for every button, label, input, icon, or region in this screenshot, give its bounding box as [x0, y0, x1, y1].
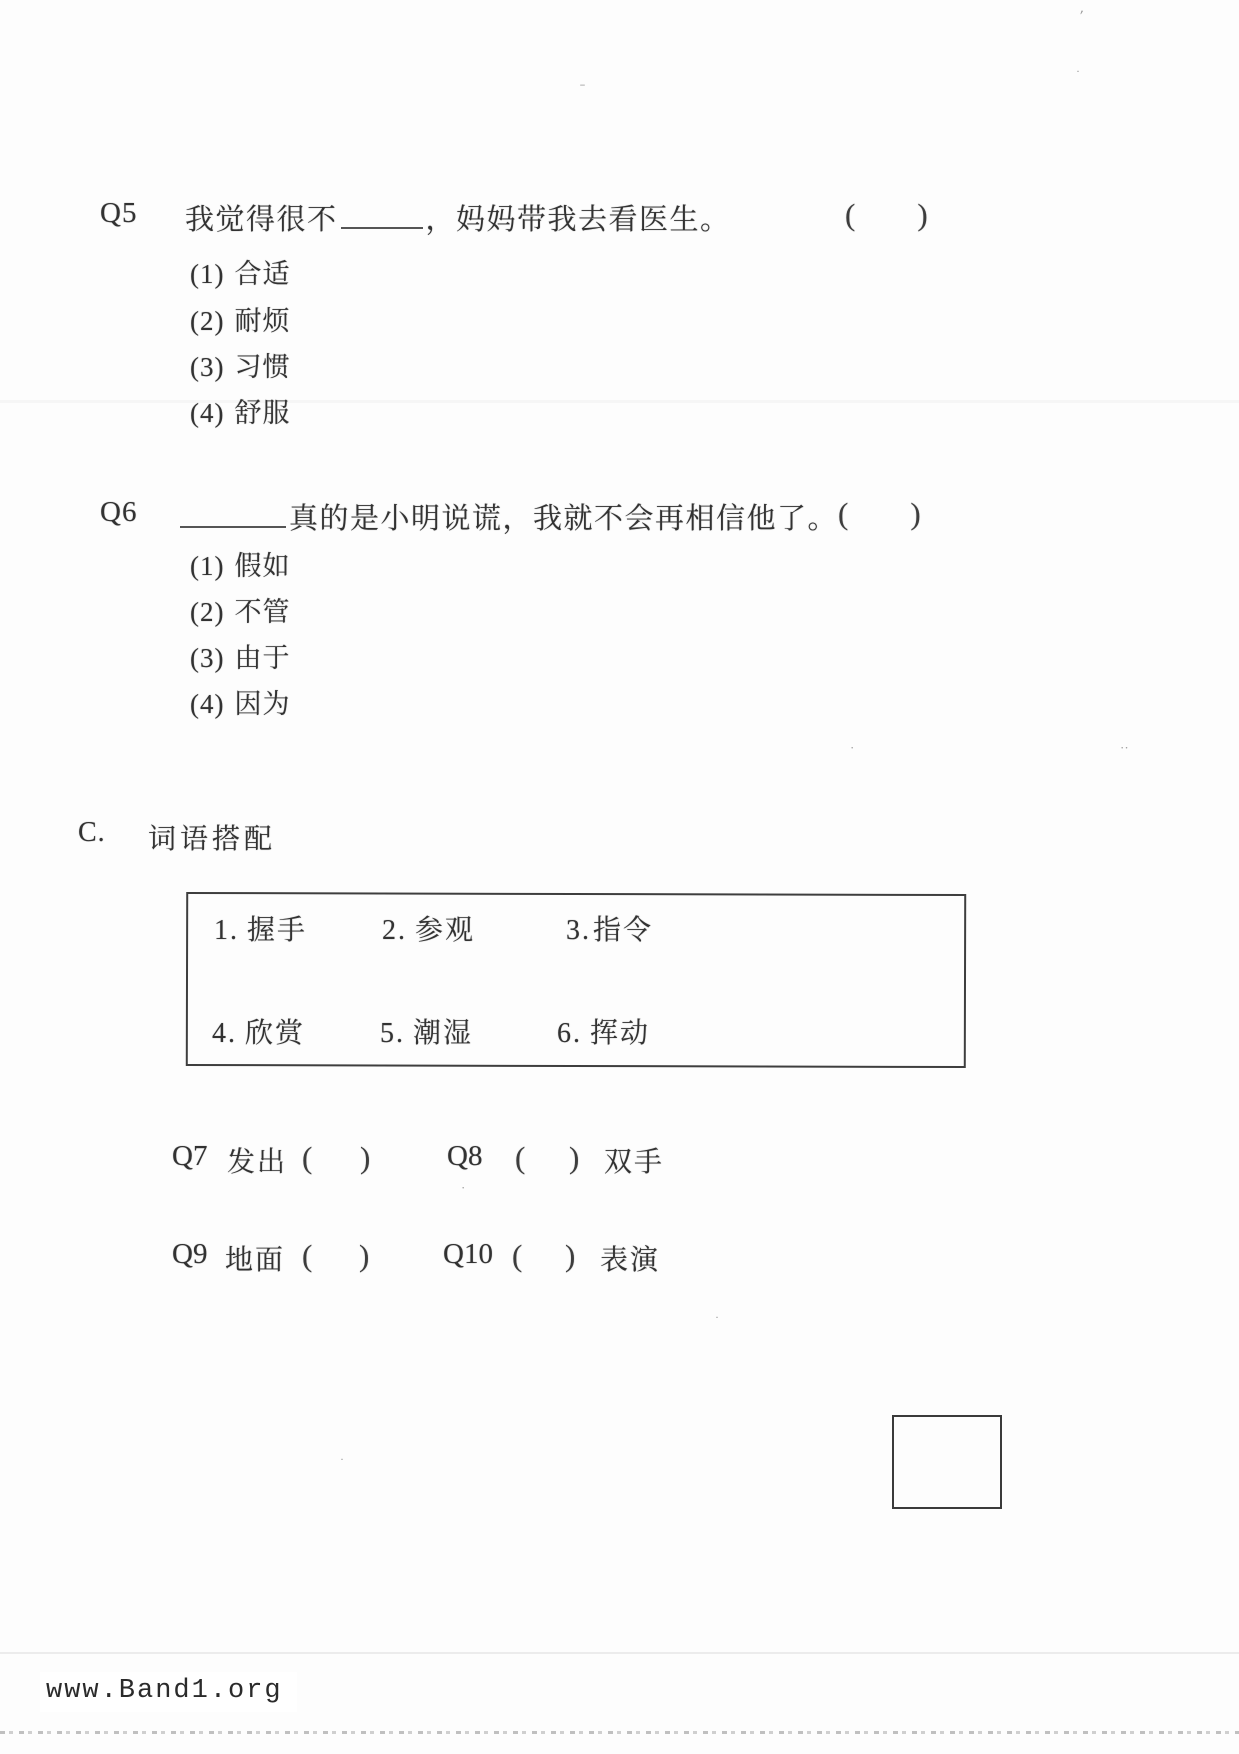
sentence-post: 真的是小明说谎，我就不会再相信他了。	[289, 503, 839, 535]
option-2	[190, 590, 290, 629]
word-bank-item-4	[212, 1011, 305, 1051]
option-4	[190, 391, 290, 430]
option-text: 由于	[234, 643, 291, 673]
sentence-pre: 我觉得很不	[185, 204, 338, 236]
scan-speck: ·	[715, 1310, 719, 1324]
option-number: (4)	[190, 689, 225, 719]
option-number: (1)	[190, 551, 225, 581]
question-number: Q8	[447, 1140, 483, 1172]
word-number: 1.	[214, 915, 239, 946]
close-paren: )	[569, 1140, 580, 1175]
option-number: (3)	[190, 643, 225, 673]
section-title: 词语搭配	[148, 824, 277, 855]
scan-speck: ʹ	[1077, 7, 1085, 26]
scan-fold-line	[0, 1652, 1239, 1654]
option-text: 舒服	[234, 398, 291, 428]
word-text: 握手	[247, 915, 308, 946]
scan-streak	[0, 400, 1239, 403]
word-number: 3.	[566, 915, 591, 946]
scan-speck: ··	[1120, 740, 1129, 755]
close-paren: )	[917, 197, 928, 232]
fill-in-blank	[341, 198, 423, 229]
open-paren: (	[302, 1140, 313, 1175]
scan-speck: ·	[340, 1452, 344, 1466]
word-text: 挥动	[590, 1018, 651, 1049]
option-4	[190, 682, 290, 721]
option-number: (2)	[190, 306, 225, 336]
word-text: 参观	[415, 915, 476, 946]
close-paren: )	[359, 1238, 370, 1273]
score-box	[892, 1415, 1002, 1509]
scan-speck: ·	[461, 1180, 466, 1195]
word-number: 2.	[382, 915, 407, 946]
open-paren: (	[515, 1140, 526, 1175]
option-text: 合适	[234, 259, 291, 289]
question-q6-row	[0, 496, 1239, 536]
match-word: 发出	[227, 1147, 288, 1178]
match-word: 表演	[600, 1245, 661, 1276]
option-text: 假如	[234, 551, 291, 581]
question-number: Q5	[100, 197, 138, 229]
option-number: (4)	[190, 398, 225, 428]
sentence-post: ，妈妈带我去看医生。	[425, 204, 731, 236]
word-text: 欣赏	[245, 1018, 306, 1049]
close-paren: )	[910, 496, 921, 531]
option-text: 耐烦	[234, 306, 291, 336]
scan-speck: ·	[1076, 64, 1080, 78]
question-sentence	[185, 197, 731, 238]
answer-brackets	[838, 496, 921, 532]
open-paren: (	[845, 197, 856, 232]
option-2	[190, 299, 290, 338]
option-1	[190, 544, 290, 583]
close-paren: )	[565, 1238, 576, 1273]
word-bank-item-1	[214, 908, 307, 948]
question-number: Q6	[100, 496, 138, 528]
option-number: (2)	[190, 597, 225, 627]
site-watermark: www.Band1.org	[40, 1672, 297, 1712]
question-number: Q9	[172, 1238, 208, 1270]
open-paren: (	[302, 1238, 313, 1273]
word-number: 6.	[557, 1018, 582, 1049]
fill-in-blank	[180, 497, 286, 528]
option-number: (1)	[190, 259, 225, 289]
scan-speck: ·	[850, 740, 855, 755]
option-1	[190, 252, 290, 291]
option-text: 习惯	[234, 352, 291, 382]
scan-speck: ˗	[580, 76, 585, 92]
option-3	[190, 345, 290, 384]
option-number: (3)	[190, 352, 225, 382]
match-row-1	[0, 1140, 1239, 1182]
scan-speckle-line	[0, 1731, 1239, 1734]
section-c-header	[0, 817, 1239, 853]
open-paren: (	[512, 1238, 523, 1273]
word-bank-item-6	[557, 1011, 650, 1051]
open-paren: (	[838, 496, 849, 531]
word-text: 潮湿	[413, 1018, 474, 1049]
question-number: Q10	[443, 1238, 493, 1270]
option-3	[190, 636, 290, 675]
section-label: C.	[78, 817, 106, 848]
word-number: 5.	[380, 1018, 405, 1049]
question-number: Q7	[172, 1140, 208, 1172]
match-word: 地面	[225, 1245, 286, 1276]
option-text: 不管	[234, 597, 291, 627]
word-text: 指令	[593, 915, 654, 946]
word-bank-item-3	[566, 908, 653, 948]
word-number: 4.	[212, 1018, 237, 1049]
match-word: 双手	[604, 1147, 665, 1178]
word-bank-item-5	[380, 1011, 473, 1051]
close-paren: )	[360, 1140, 371, 1175]
word-bank-item-2	[382, 908, 475, 948]
answer-brackets	[845, 197, 928, 233]
question-sentence	[180, 496, 838, 537]
option-text: 因为	[234, 689, 291, 719]
match-row-2	[0, 1238, 1239, 1280]
question-q5-row	[0, 197, 1239, 237]
